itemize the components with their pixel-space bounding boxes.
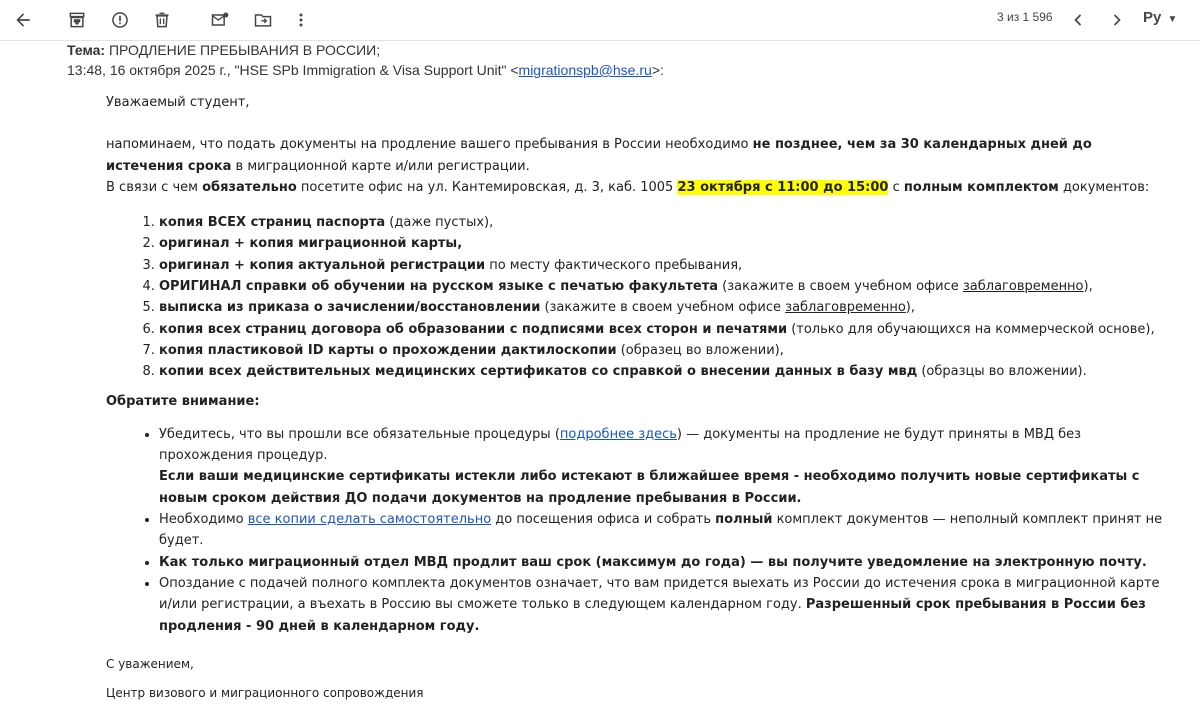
report-spam-icon[interactable] — [108, 8, 132, 32]
list-item: 2. оригинал + копия миграционной карты, — [159, 233, 1166, 254]
trash-icon[interactable] — [150, 8, 174, 32]
list-item: • Опоздание с подачей полного комплекта документов означает, что вам придется выехать из России до истечения срока в миграционной карте и/или регистрации, а въехать в Россию вы сможете только в следующем календарном году. Разрешенный срок пребывания в России без продления - 90 дней в календарном году. — [159, 573, 1166, 637]
list-item: 1. копия ВСЕХ страниц паспорта (даже пустых), — [159, 212, 1166, 233]
message-counter: 3 из 1 596 — [997, 10, 1053, 24]
caret-down-icon: ▼ — [1167, 14, 1178, 25]
archive-icon[interactable] — [65, 8, 89, 32]
list-item: 7. копия пластиковой ID карты о прохождении дактилоскопии (образец во вложении), — [159, 340, 1166, 361]
list-item: 8. копии всех действительных медицинских сертификатов со справкой о внесении данных в базу мвд (образцы во вложении). — [159, 361, 1166, 382]
documents-list — [106, 212, 1166, 382]
toolbar — [0, 0, 1200, 41]
highlighted-date: 23 октября с 11:00 до 15:00 — [677, 179, 889, 195]
mail-unread-icon[interactable] — [208, 8, 232, 32]
list-item: 4. ОРИГИНАЛ справки об обучении на русском языке с печатью факультета (закажите в своем учебном офисе заблаговременно), — [159, 276, 1166, 297]
paragraph-visit: В связи с чем обязательно посетите офис на ул. Кантемировская, д. 3, каб. 1005 23 октября с 11:00 до 15:00 с полным комплектом документов: — [106, 179, 1150, 195]
email-body — [106, 92, 1166, 704]
email-subject — [67, 42, 380, 58]
more-vert-icon[interactable] — [289, 8, 313, 32]
list-item: 3. оригинал + копия актуальной регистрации по месту фактического пребывания, — [159, 255, 1166, 276]
greeting: Уважаемый студент, — [106, 95, 250, 110]
sender-email-link[interactable]: migrationspb@hse.ru — [518, 62, 652, 78]
chevron-right-icon[interactable] — [1105, 8, 1129, 32]
chevron-left-icon[interactable] — [1066, 8, 1090, 32]
input-language-selector[interactable] — [1143, 9, 1177, 26]
list-item: • Необходимо все копии сделать самостоятельно до посещения офиса и собрать полный комплект документов — неполный комплект принят не будет. — [159, 509, 1166, 552]
list-item: 6. копия всех страниц договора об образовании с подписями всех сторон и печатями (только для обучающихся на коммерческой основе), — [159, 319, 1166, 340]
input-language-label: Ру — [1143, 9, 1162, 26]
subject-text: ПРОДЛЕНИЕ ПРЕБЫВАНИЯ В РОССИИ; — [108, 42, 381, 58]
attention-heading: Обратите внимание: — [106, 393, 260, 409]
notes-list — [106, 424, 1166, 637]
list-item: • Убедитесь, что вы прошли все обязательные процедуры (подробнее здесь) — документы на продление не будут приняты в МВД без прохождения процедур. Если ваши медицинские сертификаты истекли либо истекают в ближайшее время - необходимо получить новые сертификаты с новым сроком действия ДО подачи документов на продление пребывания в России. — [159, 424, 1166, 509]
list-item: • Как только миграционный отдел МВД продлит ваш срок (максимум до года) — вы получите уведомление на электронную почту. — [159, 552, 1166, 573]
signature-department: Центр визового и миграционного сопровождения — [106, 686, 424, 701]
email-from-line — [67, 62, 664, 78]
paragraph-deadline: напоминаем, что подать документы на продление вашего пребывания в России необходимо не позднее, чем за 30 календарных дней до истечения срока в миграционной карте и/или регистрации. — [106, 137, 1092, 174]
subject-label: Тема: — [67, 42, 106, 58]
copies-link[interactable]: все копии сделать самостоятельно — [247, 512, 492, 528]
folder-move-icon[interactable] — [251, 8, 275, 32]
details-link[interactable]: подробнее здесь — [559, 426, 677, 442]
from-prefix: 13:48, 16 октября 2025 г., "HSE SPb Immigration & Visa Support Unit" < — [67, 62, 519, 78]
signature-closing: С уважением, — [106, 656, 194, 671]
back-arrow-icon[interactable] — [11, 8, 35, 32]
list-item: 5. выписка из приказа о зачислении/восстановлении (закажите в своем учебном офисе заблаговременно), — [159, 297, 1166, 318]
from-suffix: >: — [651, 62, 664, 78]
